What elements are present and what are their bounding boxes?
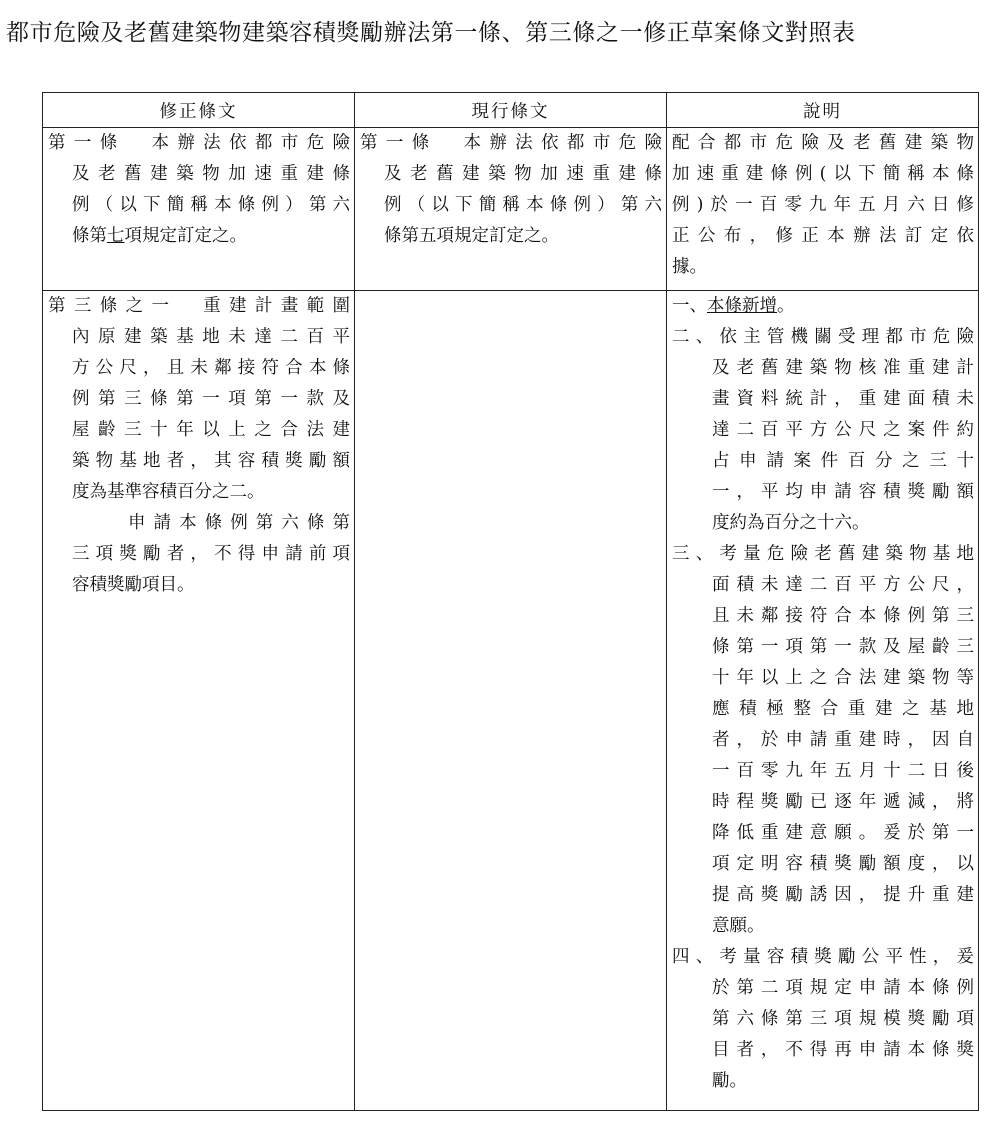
text-line: 者，於申請重建時，因自 bbox=[712, 730, 974, 750]
text-line: 十年以上之合法建築物等 bbox=[712, 668, 974, 688]
header-current: 現行條文 bbox=[355, 93, 667, 128]
text-line: 第三條之一 重建計畫範圍 bbox=[48, 296, 350, 316]
text-line: 降低重建意願。爰於第一 bbox=[712, 823, 974, 843]
text-line: 意願。 bbox=[712, 916, 765, 936]
document-title: 都市危險及老舊建築物建築容積獎勵辦法第一條、第三條之一修正草案條文對照表 bbox=[6, 20, 856, 46]
current-article-1 bbox=[355, 128, 667, 291]
table-row bbox=[43, 291, 979, 1111]
text-line: 度約為百分之十六。 bbox=[712, 513, 870, 533]
text-line: 第六條第三項規模獎勵項 bbox=[712, 1009, 974, 1029]
text-line: 條第一項第一款及屋齡三 bbox=[712, 637, 974, 657]
text-line: 提高獎勵誘因，提升重建 bbox=[712, 885, 974, 905]
text-line: 屋齡三十年以上之合法建 bbox=[72, 420, 350, 440]
text-line: 及老舊建築物加速重建條 bbox=[72, 164, 350, 184]
table-header-row bbox=[43, 93, 979, 128]
text-line: 築物基地者，其容積獎勵額 bbox=[72, 451, 350, 471]
text-line: 正公布，修正本辦法訂定依 bbox=[672, 226, 974, 246]
explanation-article-3-1 bbox=[667, 291, 979, 1111]
text-line: 內原建築基地未達二百平 bbox=[72, 327, 350, 347]
amended-underline: 七 bbox=[107, 226, 125, 246]
text-line: 例（以下簡稱本條例）第六 bbox=[384, 195, 662, 215]
text-line: 例（以下簡稱本條例）第六 bbox=[72, 195, 350, 215]
text-line: 三、考量危險老舊建築物基地 bbox=[672, 544, 974, 564]
text-line: 配合都市危險及老舊建築物 bbox=[672, 133, 974, 153]
text-line: 面積未達二百平方公尺， bbox=[712, 575, 974, 595]
header-amended: 修正條文 bbox=[43, 93, 355, 128]
text-line: 二、依主管機關受理都市危險 bbox=[672, 327, 974, 347]
explanation-item: 一、本條新增。 bbox=[672, 296, 795, 316]
text-line: 條第五項規定訂定之。 bbox=[384, 226, 559, 246]
text-line: 例第三條第一項第一款及 bbox=[72, 389, 350, 409]
text-line: 達二百平方公尺之案件約 bbox=[712, 420, 974, 440]
text-line: 條第七項規定訂定之。 bbox=[72, 226, 247, 246]
explanation-article-1 bbox=[667, 128, 979, 291]
text-line: 項定明容積獎勵額度，以 bbox=[712, 854, 974, 874]
text-line: 例)於一百零九年五月六日修 bbox=[672, 195, 974, 215]
amended-article-3-1 bbox=[43, 291, 355, 1111]
text-line: 且未鄰接符合本條例第三 bbox=[712, 606, 974, 626]
text-line: 畫資料統計，重建面積未 bbox=[712, 389, 974, 409]
table-row bbox=[43, 128, 979, 291]
text-line: 申請本條例第六條第 bbox=[128, 513, 350, 533]
comparison-table bbox=[42, 92, 979, 1111]
new-article-underline: 本條新增 bbox=[707, 296, 777, 316]
header-explanation: 說明 bbox=[667, 93, 979, 128]
text-line: 目者，不得再申請本條獎 bbox=[712, 1040, 974, 1060]
text-line: 應積極整合重建之基地 bbox=[712, 699, 974, 719]
text-line: 方公尺，且未鄰接符合本條 bbox=[72, 358, 350, 378]
text-line: 第一條 本辦法依都市危險 bbox=[48, 133, 350, 153]
text-line: 四、考量容積獎勵公平性，爰 bbox=[672, 947, 974, 967]
text-line: 一，平均申請容積獎勵額 bbox=[712, 482, 974, 502]
text-line: 三項獎勵者，不得申請前項 bbox=[72, 544, 350, 564]
text-line: 及老舊建築物加速重建條 bbox=[384, 164, 662, 184]
text-line: 占申請案件百分之三十 bbox=[712, 451, 974, 471]
current-article-3-1-empty bbox=[355, 291, 667, 1111]
amended-article-1 bbox=[43, 128, 355, 291]
text-line: 一百零九年五月十二日後 bbox=[712, 761, 974, 781]
text-line: 加速重建條例(以下簡稱本條 bbox=[672, 164, 974, 184]
text-line: 勵。 bbox=[712, 1071, 747, 1091]
text-line: 於第二項規定申請本條例 bbox=[712, 978, 974, 998]
text-line: 據。 bbox=[672, 257, 707, 277]
text-line: 及老舊建築物核准重建計 bbox=[712, 358, 974, 378]
text-line: 度為基準容積百分之二。 bbox=[72, 482, 265, 502]
text-line: 第一條 本辦法依都市危險 bbox=[360, 133, 662, 153]
text-line: 時程獎勵已逐年遞減，將 bbox=[712, 792, 974, 812]
text-line: 容積獎勵項目。 bbox=[72, 575, 195, 595]
